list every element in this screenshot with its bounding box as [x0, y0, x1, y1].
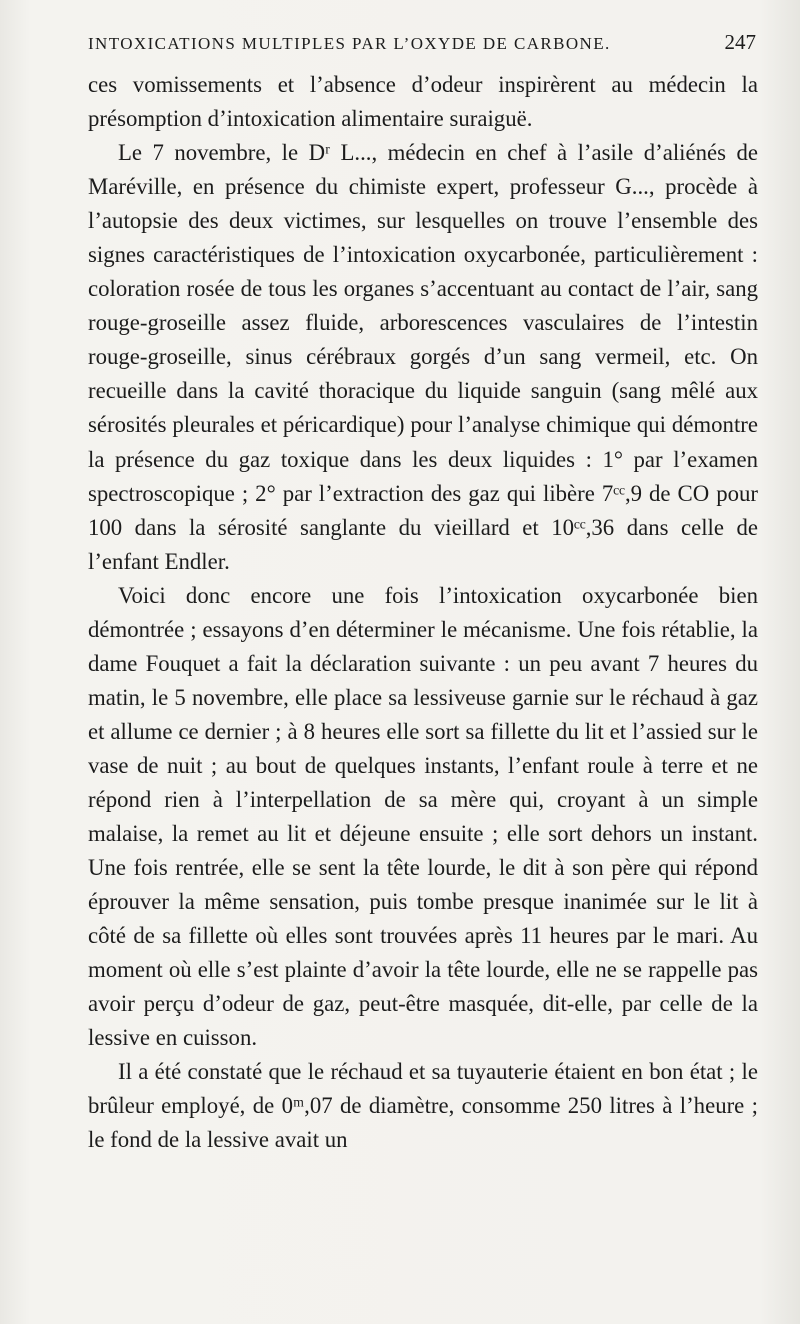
running-title: INTOXICATIONS MULTIPLES PAR L’OXYDE DE CARBONE.	[88, 34, 611, 53]
page-header	[88, 30, 756, 64]
paragraph-mechanism: Voici donc encore une fois l’intoxication oxycarbonée bien démontrée ; essayons d’en déterminer le mécanisme. Une fois rétablie, la dame Fouquet a fait la déclaration suivante : un peu avant 7 heures du matin, le 5 novembre, elle place sa lessiveuse garnie sur le réchaud à gaz et allume ce dernier ; à 8 heures elle sort sa fillette du lit et l’assied sur le vase de nuit ; au bout de quelques instants, l’enfant roule à terre et ne répond rien à l’interpellation de sa mère qui, croyant à un simple malaise, la remet au lit et déjeune ensuite ; elle sort dehors un instant. Une fois rentrée, elle se sent la tête lourde, le dit à son père qui répond éprouver la même sensation, puis tombe presque inanimée sur le lit à côté de sa fillette où elles sont trouvées après 11 heures par le mari. Au moment où elle s’est plainte d’avoir la tête lourde, elle ne se rappelle pas avoir perçu d’odeur de gaz, peut-être masquée, dit-elle, par celle de la lessive en cuisson.	[88, 582, 758, 1051]
paragraph-continuation: ces vomissements et l’absence d’odeur inspirèrent au médecin la présomption d’intoxication alimentaire suraiguë.	[88, 72, 758, 132]
paragraph-autopsy: Le 7 novembre, le Dʳ L..., médecin en chef à l’asile d’aliénés de Maréville, en présence du chimiste expert, professeur G..., procède à l’autopsie des deux victimes, sur lesquelles on trouve l’ensemble des signes caractéristiques de l’intoxication oxycarbonée, particulièrement : coloration rosée de tous les organes s’accentuant au contact de l’air, sang rouge-groseille assez fluide, arborescences vasculaires de l’intestin rouge-groseille, sinus cérébraux gorgés d’un sang vermeil, etc. On recueille dans la cavité thoracique du liquide sanguin (sang mêlé aux sérosités pleurales et péricardique) pour l’analyse chimique qui démontre la présence du gaz toxique dans les deux liquides : 1° par l’examen spectroscopique ; 2° par l’extraction des gaz qui libère 7ᶜᶜ,9 de CO pour 100 dans la sérosité sanglante du vieillard et 10ᶜᶜ,36 dans celle de l’enfant Endler.	[88, 140, 758, 574]
page-number: 247	[724, 30, 756, 54]
paragraph-rechaud: Il a été constaté que le réchaud et sa tuyauterie étaient en bon état ; le brûleur employé, de 0ᵐ,07 de diamètre, consomme 250 litres à l’heure ; le fond de la lessive avait un	[88, 1059, 758, 1153]
body-text	[88, 68, 758, 1158]
